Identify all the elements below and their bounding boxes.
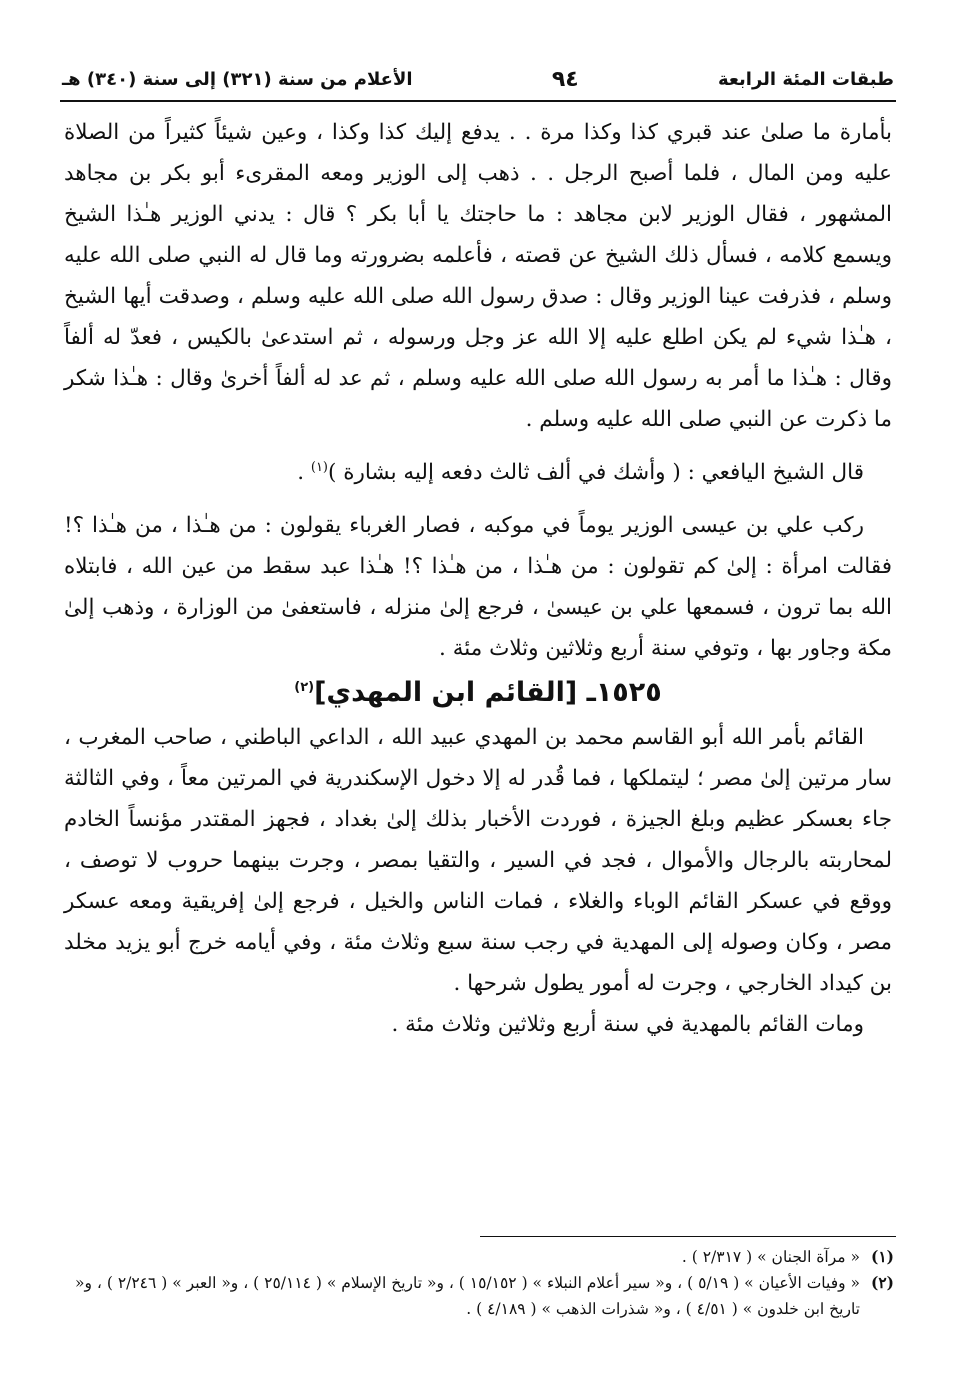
book-title: طبقات المئة الرابعة bbox=[717, 68, 894, 90]
entry-heading bbox=[64, 669, 892, 717]
footnote-1-text: « مرآة الجنان » ( ٢/٣١٧ ) . bbox=[681, 1248, 860, 1266]
footnote-1-mark: (١) bbox=[870, 1247, 894, 1266]
footnote-2 bbox=[62, 1270, 894, 1322]
paragraph-2-text: قال الشيخ اليافعي : ( وأشك في ألف ثالث دفعه إليه بشارة ) bbox=[328, 460, 864, 485]
paragraph-3: ركب علي بن عيسى الوزير يوماً في موكبه ، فصار الغرباء يقولون : من هـٰذا ، من هـٰذا ؟! فقالت امرأة : إلىٰ كم تقولون : من هـٰذا ، من هـٰذا ؟! هـٰذا عبد سقط من عين الله ، فابتلاه الله بما ترون ، فسمعها علي بن عيسىٰ ، فرجع إلىٰ منزله ، فاستعفىٰ من الوزارة ، وذهب إلىٰ مكة وجاور بها ، وتوفي سنة أربع وثلاثين وثلاث مئة . bbox=[64, 513, 892, 661]
paragraph-1: بأمارة ما صلىٰ عند قبري كذا وكذا مرة . . يدفع إليك كذا وكذا ، وعين شيئاً كثيراً من الصلاة عليه ومن المال ، فلما أصبح الرجل . . ذهب إلى الوزير ومعه المقرىء أبو بكر بن مجاهد المشهور ، فقال الوزير لابن مجاهد : ما حاجتك يا أبا بكر ؟ قال : يدني الوزير هـٰذا الشيخ ويسمع كلامه ، فسأل ذلك الشيخ عن قصته ، فأعلمه بضرورته وما قال له النبي صلى الله عليه وسلم ، فذرفت عينا الوزير وقال : صدق رسول الله صلى الله عليه وسلم ، وصدقت أيها الشيخ ، هـٰذا شيء لم يكن اطلع عليه إلا الله عز وجل ورسوله ، ثم استدعىٰ بالكيس ، فعدّ له ألفاً وقال : هـٰذا ما أمر به رسول الله صلى الله عليه وسلم ، ثم عد له ألفاً أخرىٰ وقال : هـٰذا شكر ما ذكرت عن النبي صلى الله عليه وسلم . bbox=[64, 120, 892, 432]
running-header bbox=[62, 62, 894, 96]
footnote-rule bbox=[480, 1236, 896, 1237]
footnote-ref-1: (١) bbox=[310, 459, 328, 475]
footnote-ref-2: (٢) bbox=[294, 680, 315, 695]
footnote-2-mark: (٢) bbox=[870, 1273, 894, 1292]
page-number: ٩٤ bbox=[551, 66, 579, 92]
paragraph-5: ومات القائم بالمهدية في سنة أربع وثلاثين وثلاث مئة . bbox=[391, 1012, 864, 1037]
footnote-2-text: « وفيات الأعيان » ( ٥/١٩ ) ، و« سير أعلام النبلاء » ( ١٥/١٥٢ ) ، و« تاريخ الإسلام » ( ٢٥/١١٤ ) ، و« العبر » ( ٢/٢٤٦ ) ، و« تاريخ ابن خلدون » ( ٤/٥١ ) ، و« شذرات الذهب » ( ٤/١٨٩ ) . bbox=[75, 1274, 860, 1318]
paragraph-2-end: . bbox=[297, 460, 311, 485]
header-rule bbox=[60, 100, 896, 102]
paragraph-4: القائم بأمر الله أبو القاسم محمد بن المهدي عبيد الله ، الداعي الباطني ، صاحب المغرب ، سار مرتين إلىٰ مصر ؛ ليتملكها ، فما قُدر له إلا دخول الإسكندرية في المرتين معاً ، وفي الثالثة جاء بعسكر عظيم وبلغ الجيزة ، فوردت الأخبار بذلك إلىٰ بغداد ، فجهز المقتدر مؤنساً الخادم لمحاربته بالرجال والأموال ، فجد في السير ، والتقيا بمصر ، وجرت بينهما حروب لا توصف ، ووقع في عسكر القائم الوباء والغلاء ، فمات الناس والخيل ، فرجع إلىٰ إفريقية ومعه عسكر مصر ، وكان وصوله إلى المهدية في رجب سنة سبع وثلاث مئة ، وفي أيامه خرج أبو يزيد مخلد بن كيداد الخارجي ، وجرت له أمور يطول شرحها . bbox=[64, 725, 892, 996]
main-text bbox=[64, 112, 892, 1045]
section-title: الأعلام من سنة (٣٢١) إلى سنة (٣٤٠) هـ bbox=[62, 68, 413, 90]
entry-heading-text: ١٥٢٥ـ [القائم ابن المهدي] bbox=[314, 677, 662, 708]
footnotes bbox=[62, 1244, 894, 1322]
footnote-1 bbox=[62, 1244, 894, 1270]
paragraph-2 bbox=[64, 452, 892, 493]
